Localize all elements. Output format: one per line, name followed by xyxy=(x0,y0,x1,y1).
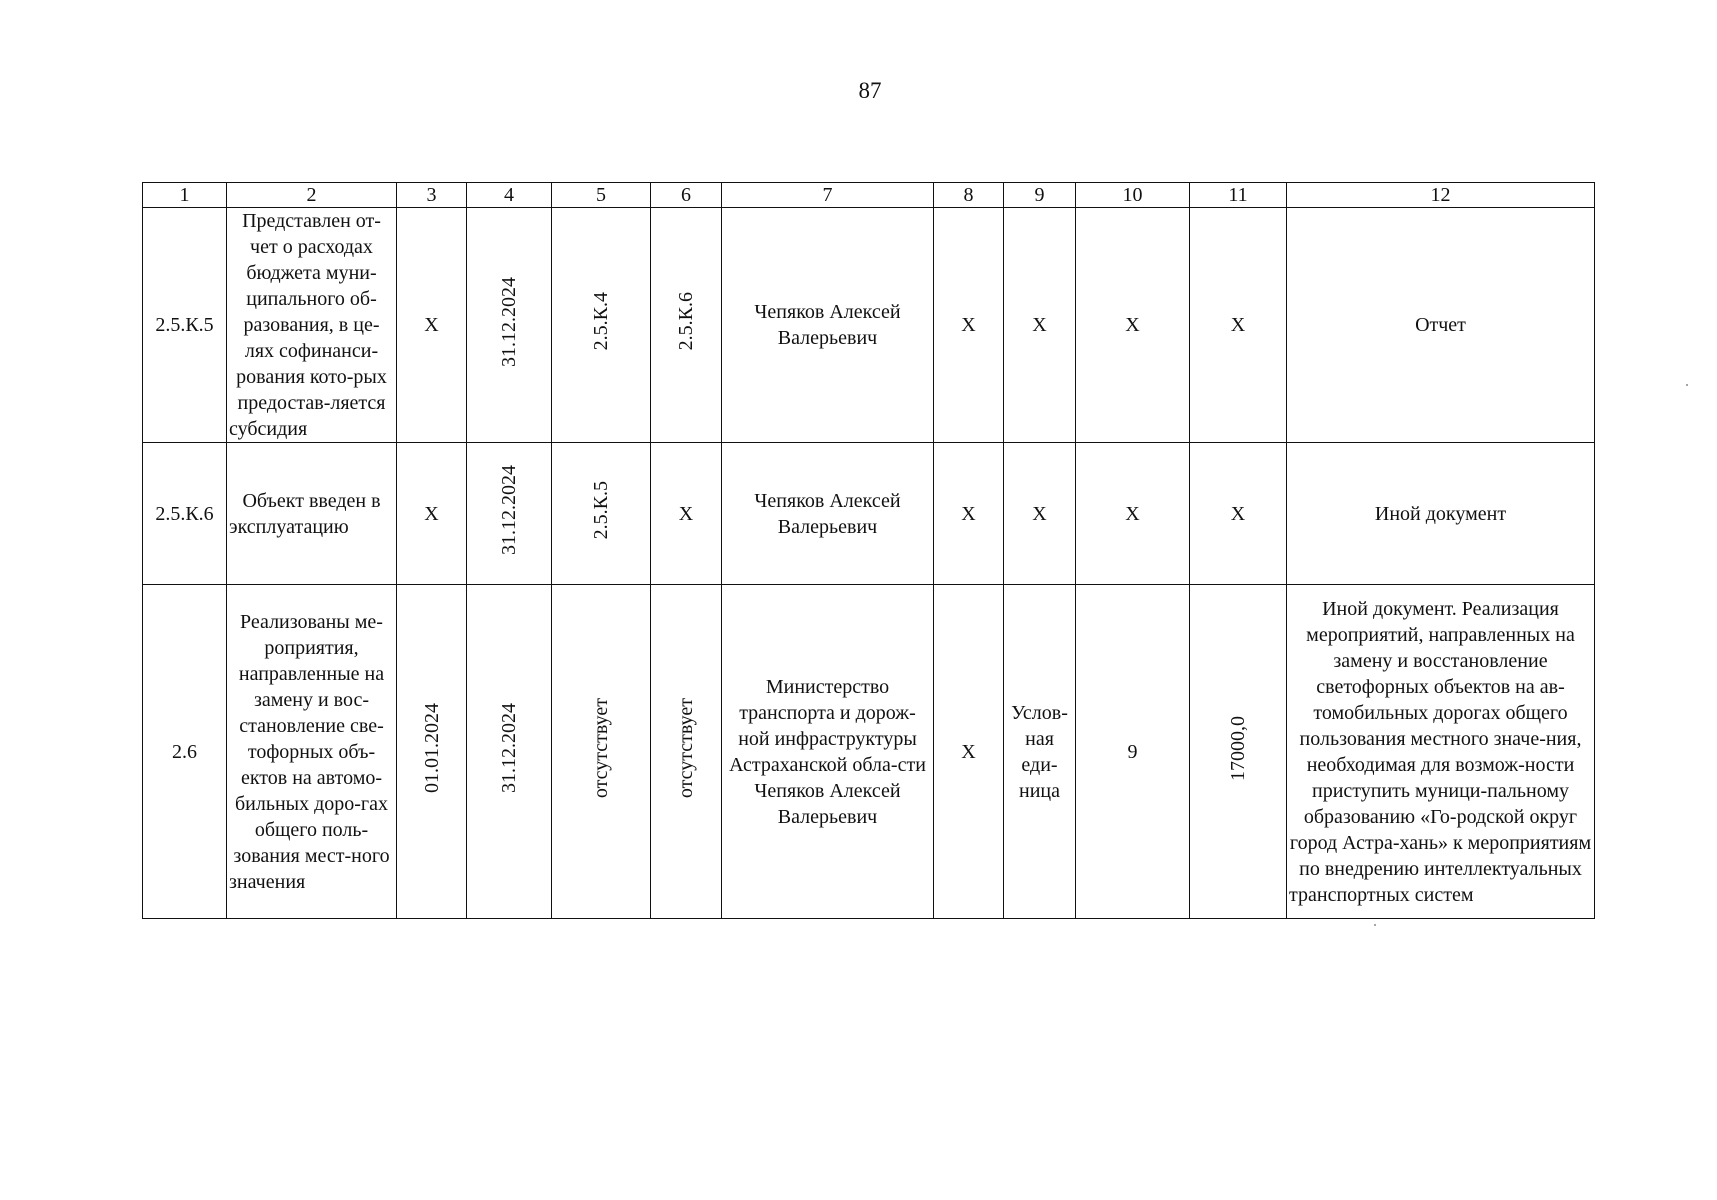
end-date: 31.12.2024 xyxy=(467,208,552,443)
header-cell: 1 xyxy=(143,183,227,208)
header-cell: 6 xyxy=(651,183,722,208)
header-cell: 8 xyxy=(934,183,1004,208)
row-number: 2.5.К.6 xyxy=(143,443,227,585)
header-cell: 3 xyxy=(397,183,467,208)
event-description: Реализованы ме-роприятия, направленные на замену и вос-становление све-тофорных объ-ектов на автомо-бильных доро-гах общего поль-зования мест-ного значения xyxy=(227,585,397,919)
amount: 17000,0 xyxy=(1190,585,1287,919)
start-date: 01.01.2024 xyxy=(397,585,467,919)
row-number: 2.6 xyxy=(143,585,227,919)
table-row xyxy=(143,443,1595,585)
event-description: Объект введен в эксплуатацию xyxy=(227,443,397,585)
header-cell: 11 xyxy=(1190,183,1287,208)
unit: X xyxy=(1004,443,1076,585)
header-cell: 4 xyxy=(467,183,552,208)
end-date: 31.12.2024 xyxy=(467,443,552,585)
successor: отсутствует xyxy=(651,585,722,919)
start-date: X xyxy=(397,443,467,585)
table-row xyxy=(143,585,1595,919)
predecessor: 2.5.К.4 xyxy=(552,208,651,443)
responsible: Министерство транспорта и дорож-ной инфраструктуры Астраханской обла-сти Чепяков Алексей Валерьевич xyxy=(722,585,934,919)
amount: X xyxy=(1190,443,1287,585)
document-type: Иной документ. Реализация мероприятий, направленных на замену и восстановление светофорных объектов на ав-томобильных дорогах общего пользования местного значе-ния, необходимая для возмож-ности приступить муници-пальному образованию «Го-родской округ город Астра-хань» к мероприятиям по внедрению интеллектуальных транспортных систем xyxy=(1287,585,1595,919)
unit: Услов-ная еди-ница xyxy=(1004,585,1076,919)
predecessor: 2.5.К.5 xyxy=(552,443,651,585)
header-row xyxy=(143,183,1595,208)
col-8-value: X xyxy=(934,585,1004,919)
end-date: 31.12.2024 xyxy=(467,585,552,919)
value: X xyxy=(1076,208,1190,443)
amount: X xyxy=(1190,208,1287,443)
col-8-value: X xyxy=(934,208,1004,443)
header-cell: 9 xyxy=(1004,183,1076,208)
header-cell: 10 xyxy=(1076,183,1190,208)
col-8-value: X xyxy=(934,443,1004,585)
unit: X xyxy=(1004,208,1076,443)
responsible: Чепяков Алексей Валерьевич xyxy=(722,443,934,585)
scan-speck xyxy=(1686,384,1688,386)
predecessor: отсутствует xyxy=(552,585,651,919)
document-type: Иной документ xyxy=(1287,443,1595,585)
row-number: 2.5.К.5 xyxy=(143,208,227,443)
successor: X xyxy=(651,443,722,585)
table-row xyxy=(143,208,1595,443)
header-cell: 2 xyxy=(227,183,397,208)
successor: 2.5.К.6 xyxy=(651,208,722,443)
plan-table xyxy=(142,182,1595,919)
responsible: Чепяков Алексей Валерьевич xyxy=(722,208,934,443)
document-type: Отчет xyxy=(1287,208,1595,443)
start-date: X xyxy=(397,208,467,443)
header-cell: 12 xyxy=(1287,183,1595,208)
scan-speck xyxy=(1374,924,1376,926)
event-description: Представлен от-чет о расходах бюджета муни-ципального об-разования, в це-лях софинанси-рования кото-рых предостав-ляется субсидия xyxy=(227,208,397,443)
value: X xyxy=(1076,443,1190,585)
value: 9 xyxy=(1076,585,1190,919)
header-cell: 5 xyxy=(552,183,651,208)
page-number: 87 xyxy=(858,78,882,103)
header-cell: 7 xyxy=(722,183,934,208)
